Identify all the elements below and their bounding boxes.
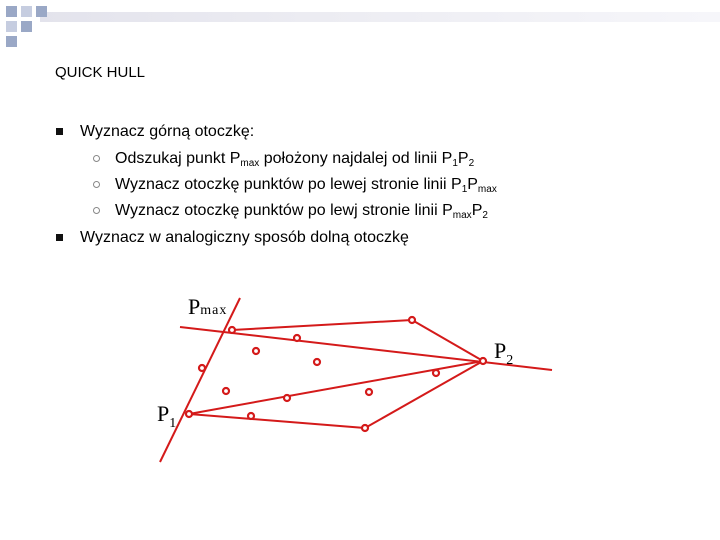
subscript: max <box>240 158 260 169</box>
point-p2 <box>480 358 486 364</box>
text: P <box>457 150 469 167</box>
line-p1-pmax-extended <box>160 298 240 462</box>
point <box>223 388 229 394</box>
label-main: P <box>157 401 170 426</box>
label-p1 <box>157 401 176 432</box>
point <box>248 413 254 419</box>
hull-edge-lower <box>189 414 365 428</box>
slide-title: QUICK HULL <box>55 64 146 81</box>
point <box>314 359 320 365</box>
point <box>253 348 259 354</box>
subscript: max <box>477 184 497 195</box>
bullet-upper-hull: Wyznacz górną otoczkę: <box>80 123 255 140</box>
label-p2 <box>494 338 513 369</box>
subscript: 1 <box>452 158 458 169</box>
label-sub: max <box>200 303 228 318</box>
label-main: P <box>494 338 507 363</box>
text: P <box>471 202 483 219</box>
subscript: 2 <box>482 210 488 221</box>
bullet-lower-hull: Wyznacz w analogiczny sposób dolną otoczkę <box>80 229 409 246</box>
text: Odszukaj punkt P <box>115 150 241 167</box>
point <box>366 389 372 395</box>
point-p1 <box>186 411 192 417</box>
point <box>284 395 290 401</box>
label-pmax <box>188 294 227 320</box>
point <box>294 335 300 341</box>
text: położony najdalej od linii P <box>259 150 453 167</box>
label-sub: 1 <box>169 416 177 431</box>
text: P <box>467 176 478 193</box>
text: Wyznacz otoczkę punktów po lewej stronie linii P <box>115 176 462 193</box>
line-p1-p2 <box>189 361 483 414</box>
label-sub: 2 <box>506 353 514 368</box>
label-main: P <box>188 294 201 319</box>
point <box>362 425 368 431</box>
hull-edge-pmax-p <box>232 320 412 330</box>
subscript: max <box>452 210 472 221</box>
point <box>409 317 415 323</box>
subscript: 1 <box>461 184 468 195</box>
subscript: 2 <box>468 158 475 169</box>
text: Wyznacz otoczkę punktów po lewj stronie linii P <box>115 202 453 219</box>
point <box>199 365 205 371</box>
point-pmax <box>229 327 235 333</box>
point <box>433 370 439 376</box>
